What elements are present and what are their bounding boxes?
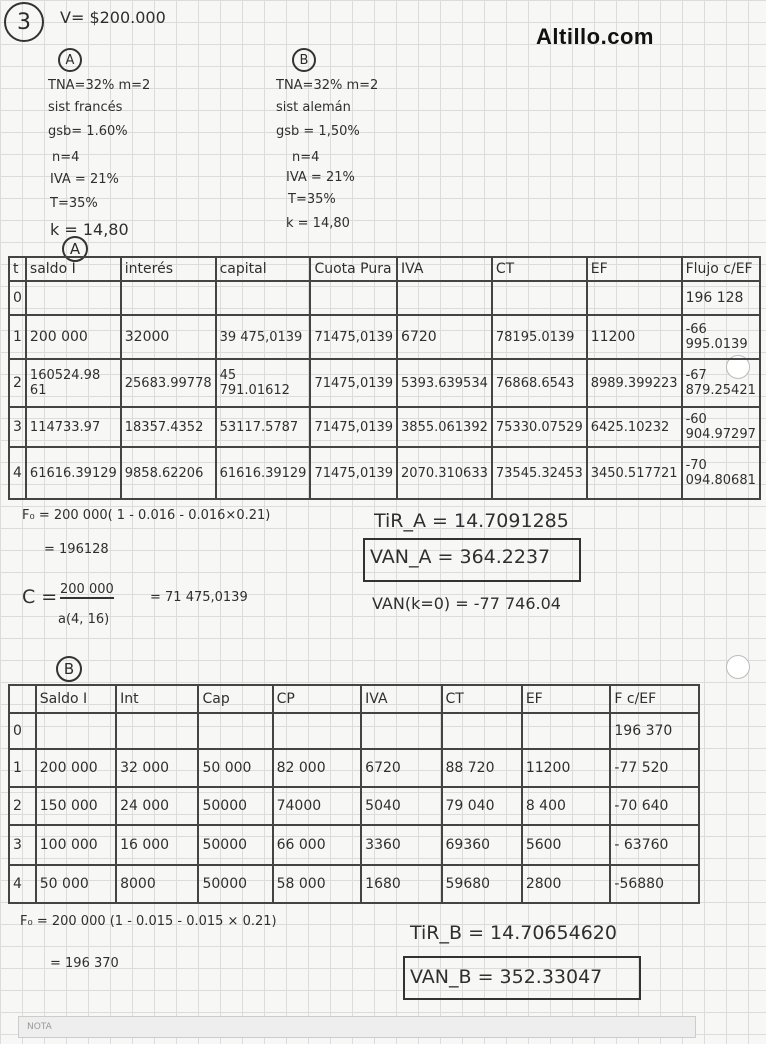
table-cell: 16 000: [116, 825, 198, 865]
table-cell: 5600: [522, 825, 611, 865]
scenario-a-line-6: T=35%: [50, 196, 98, 211]
scenario-b-line-7: k = 14,80: [286, 216, 350, 231]
table-cell: 50000: [198, 865, 272, 903]
table-b-header-cap: Cap: [198, 685, 272, 713]
calc-a-van-k0: VAN(k=0) = -77 746.04: [372, 594, 561, 613]
calc-a-f0-line1: F₀ = 200 000( 1 - 0.016 - 0.016×0.21): [22, 508, 271, 523]
scenario-b-label-text: B: [299, 52, 309, 68]
table-cell: -56880: [610, 865, 699, 903]
table-cell: 79 040: [442, 787, 522, 825]
table-cell: [26, 281, 121, 315]
table-cell: 3450.517721: [587, 447, 682, 499]
table-cell: 9858.62206: [121, 447, 216, 499]
table-cell: 2070.310633: [397, 447, 492, 499]
calc-a-c-result: = 71 475,0139: [150, 590, 248, 605]
table-cell: -77 520: [610, 749, 699, 787]
table-cell: [442, 713, 522, 749]
table-a-header-cuota: Cuota Pura: [310, 257, 397, 281]
scenario-a-line-7: k = 14,80: [50, 220, 129, 239]
scenario-b-line-6: T=35%: [288, 192, 336, 207]
table-a-header-ef: EF: [587, 257, 682, 281]
table-cell: 6720: [361, 749, 441, 787]
table-cell: 24 000: [116, 787, 198, 825]
table-b-header-iva: IVA: [361, 685, 441, 713]
table-cell: 4: [9, 865, 36, 903]
table-cell: [273, 713, 362, 749]
table-cell: 4: [9, 447, 26, 499]
table-cell: 5040: [361, 787, 441, 825]
table-cell: 8000: [116, 865, 198, 903]
table-cell: 196 128: [682, 281, 760, 315]
table-a-header-iva: IVA: [397, 257, 492, 281]
table-cell: -60 904.97297: [682, 407, 760, 447]
scenario-a-label: [58, 48, 82, 72]
table-b-label-text: B: [63, 660, 75, 678]
calc-b-f0-line1: F₀ = 200 000 (1 - 0.015 - 0.015 × 0.21): [20, 914, 277, 929]
table-cell: 45 791.01612: [216, 359, 311, 407]
table-cell: 53117.5787: [216, 407, 311, 447]
table-cell: 200 000: [26, 315, 121, 359]
table-cell: [310, 281, 397, 315]
table-cell: 50000: [198, 787, 272, 825]
table-cell: 150 000: [36, 787, 116, 825]
table-row: [9, 407, 760, 447]
table-a-header-capital: capital: [216, 257, 311, 281]
table-cell: 3: [9, 825, 36, 865]
table-cell: 88 720: [442, 749, 522, 787]
calc-b-f0-line2: = 196 370: [50, 956, 119, 971]
table-row: [9, 749, 699, 787]
table-cell: 2: [9, 787, 36, 825]
calc-b-van: VAN_B = 352.33047: [410, 966, 603, 988]
watermark-logo: Altillo.com: [536, 24, 654, 49]
table-b-header-t: [9, 685, 36, 713]
table-b-header-saldo: Saldo I: [36, 685, 116, 713]
table-cell: 11200: [587, 315, 682, 359]
scenario-a-line-3: gsb= 1.60%: [48, 124, 128, 139]
table-cell: 1: [9, 315, 26, 359]
table-cell: 3855.061392: [397, 407, 492, 447]
table-cell: 1680: [361, 865, 441, 903]
table-cell: 78195.0139: [492, 315, 587, 359]
table-b-header-flujo: F c/EF: [610, 685, 699, 713]
table-b-header-ef: EF: [522, 685, 611, 713]
scenario-b-label: [292, 48, 316, 72]
table-cell: -70 640: [610, 787, 699, 825]
table-cell: -70 094.80681: [682, 447, 760, 499]
calc-b-tir: TiR_B = 14.70654620: [410, 922, 617, 944]
table-cell: 18357.4352: [121, 407, 216, 447]
table-cell: 1: [9, 749, 36, 787]
table-cell: 50000: [198, 825, 272, 865]
table-a-header-ct: CT: [492, 257, 587, 281]
calc-a-f0-line2: = 196128: [44, 542, 109, 557]
table-b-header-cp: CP: [273, 685, 362, 713]
table-cell: [522, 713, 611, 749]
table-cell: 39 475,0139: [216, 315, 311, 359]
table-cell: 196 370: [610, 713, 699, 749]
nota-label: NOTA: [27, 1022, 52, 1032]
table-cell: 6425.10232: [587, 407, 682, 447]
calc-a-tir: TiR_A = 14.7091285: [374, 510, 569, 532]
table-row: [9, 865, 699, 903]
table-cell: 61616.39129: [26, 447, 121, 499]
table-cell: 32 000: [116, 749, 198, 787]
table-cell: 25683.99778: [121, 359, 216, 407]
table-cell: 200 000: [36, 749, 116, 787]
calc-a-van: VAN_A = 364.2237: [370, 546, 551, 568]
scenario-a-line-5: IVA = 21%: [50, 172, 119, 187]
table-cell: 50 000: [198, 749, 272, 787]
table-cell: 59680: [442, 865, 522, 903]
calc-a-c-prefix: C =: [22, 586, 58, 608]
scenario-a-line-1: TNA=32% m=2: [48, 78, 151, 93]
table-b-label: [56, 656, 82, 682]
punch-hole: [726, 655, 750, 679]
table-cell: 66 000: [273, 825, 362, 865]
nota-bar: [18, 1016, 696, 1038]
table-cell: 75330.07529: [492, 407, 587, 447]
scenario-b-line-5: IVA = 21%: [286, 170, 355, 185]
table-a-header-interes: interés: [121, 257, 216, 281]
table-cell: 69360: [442, 825, 522, 865]
scenario-b-line-4: n=4: [292, 150, 320, 165]
scenario-a-line-4: n=4: [52, 150, 80, 165]
table-b-header-ct: CT: [442, 685, 522, 713]
table-cell: 8989.399223: [587, 359, 682, 407]
table-row: [9, 713, 699, 749]
table-a-header-flujo: Flujo c/EF: [682, 257, 760, 281]
table-cell: [492, 281, 587, 315]
table-row: [9, 281, 760, 315]
table-cell: 74000: [273, 787, 362, 825]
table-cell: [116, 713, 198, 749]
table-cell: 2: [9, 359, 26, 407]
scenario-a-label-text: A: [65, 52, 75, 68]
table-b-header-int: Int: [116, 685, 198, 713]
calc-a-c-numerator: 200 000: [60, 582, 114, 597]
table-cell: [198, 713, 272, 749]
table-a-header-t: t: [9, 257, 26, 281]
table-cell: 82 000: [273, 749, 362, 787]
table-cell: 114733.97: [26, 407, 121, 447]
table-row: [9, 315, 760, 359]
value-line: V= $200.000: [60, 8, 166, 27]
table-b-header-row: [9, 685, 699, 713]
calc-a-c-denominator: a(4, 16): [58, 612, 110, 627]
table-cell: [36, 713, 116, 749]
table-cell: [587, 281, 682, 315]
table-cell: 11200: [522, 749, 611, 787]
table-cell: 5393.639534: [397, 359, 492, 407]
table-row: [9, 787, 699, 825]
table-cell: 32000: [121, 315, 216, 359]
table-cell: 76868.6543: [492, 359, 587, 407]
table-cell: 3: [9, 407, 26, 447]
table-cell: -67 879.25421: [682, 359, 760, 407]
table-row: [9, 359, 760, 407]
table-cell: 100 000: [36, 825, 116, 865]
table-a-header-saldo: saldo I: [26, 257, 121, 281]
table-cell: 8 400: [522, 787, 611, 825]
scenario-b-line-2: sist alemán: [276, 100, 351, 115]
table-row: [9, 825, 699, 865]
scenario-b-line-3: gsb = 1,50%: [276, 124, 360, 139]
table-cell: 6720: [397, 315, 492, 359]
scenario-b-line-1: TNA=32% m=2: [276, 78, 379, 93]
table-cell: [361, 713, 441, 749]
table-cell: - 63760: [610, 825, 699, 865]
table-cell: 50 000: [36, 865, 116, 903]
table-cell: 71475,0139: [310, 447, 397, 499]
table-cell: [121, 281, 216, 315]
table-cell: 58 000: [273, 865, 362, 903]
table-cell: [216, 281, 311, 315]
table-cell: 71475,0139: [310, 315, 397, 359]
table-b: [8, 684, 700, 904]
table-cell: 71475,0139: [310, 407, 397, 447]
table-cell: 61616.39129: [216, 447, 311, 499]
table-row: [9, 447, 760, 499]
table-cell: 0: [9, 281, 26, 315]
table-cell: 2800: [522, 865, 611, 903]
table-a: [8, 256, 761, 500]
problem-number-text: 3: [17, 9, 31, 35]
table-cell: [397, 281, 492, 315]
table-a-header-row: [9, 257, 760, 281]
table-cell: 3360: [361, 825, 441, 865]
table-cell: 71475,0139: [310, 359, 397, 407]
scenario-a-line-2: sist francés: [48, 100, 123, 115]
table-cell: 0: [9, 713, 36, 749]
table-cell: 160524.98 61: [26, 359, 121, 407]
table-a-label-text: A: [69, 240, 81, 258]
table-cell: -66 995.0139: [682, 315, 760, 359]
problem-number: [4, 2, 44, 42]
table-cell: 73545.32453: [492, 447, 587, 499]
